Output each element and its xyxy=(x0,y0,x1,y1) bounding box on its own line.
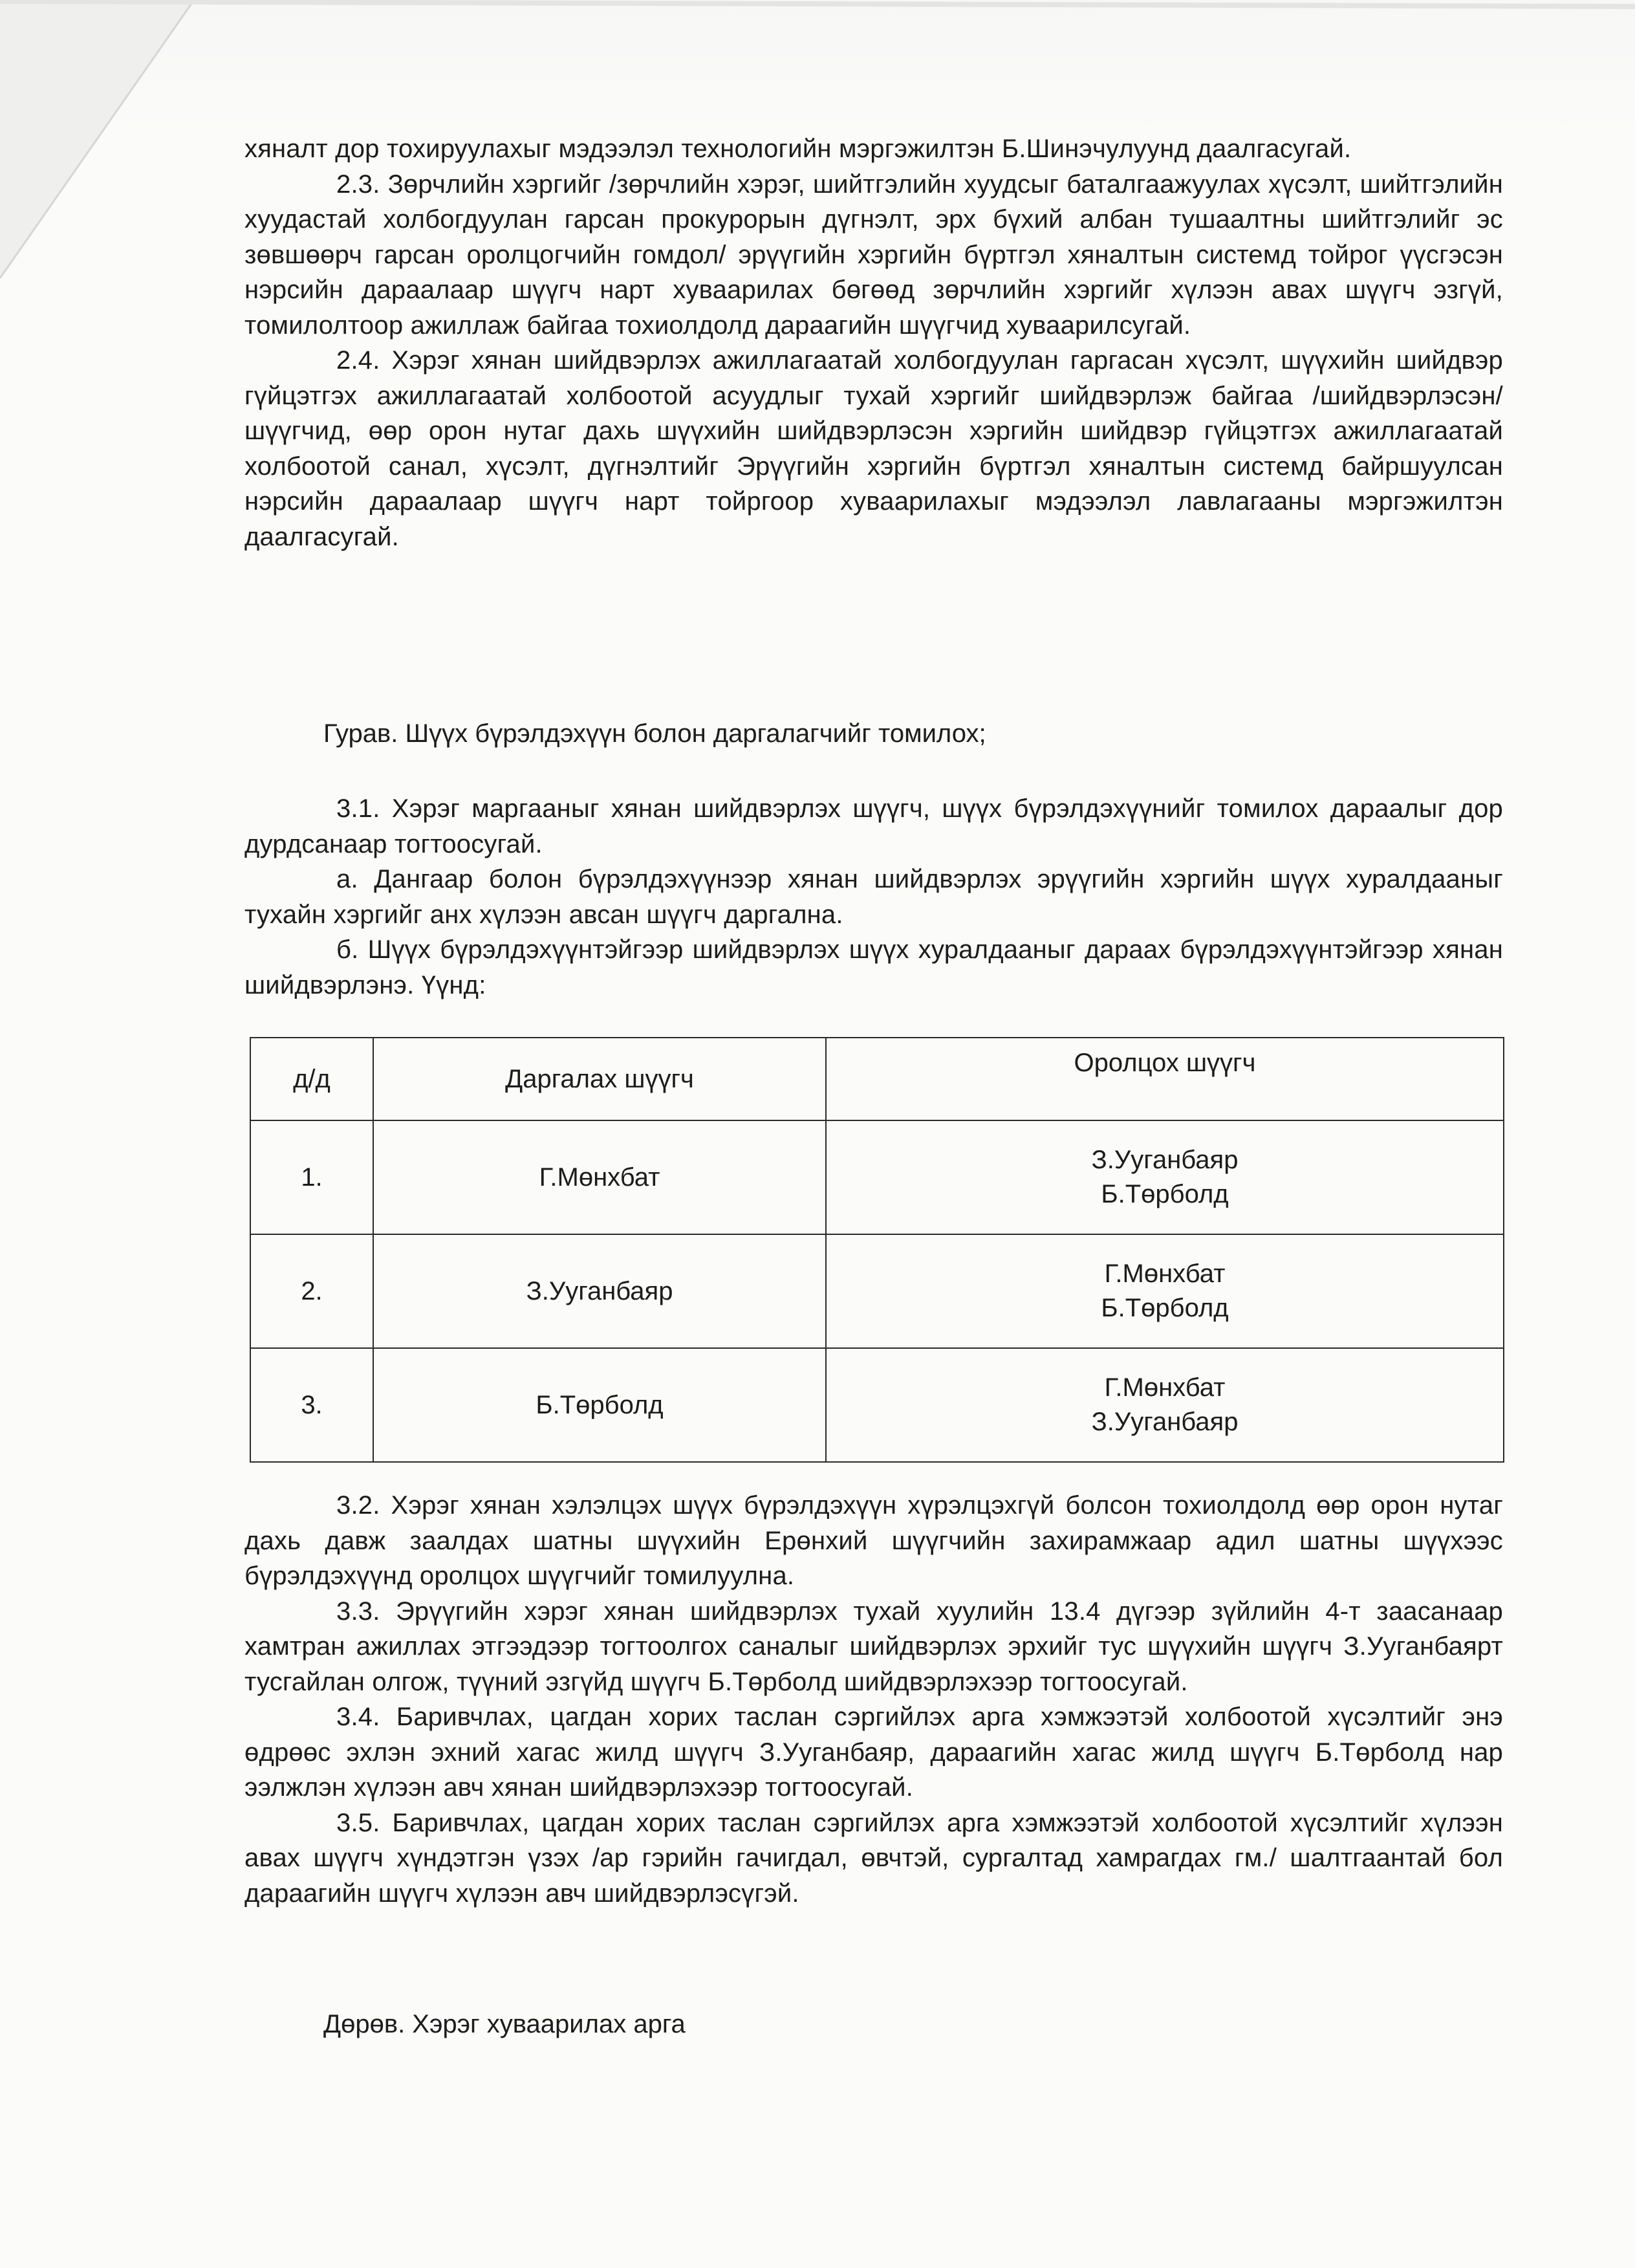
member-judge: Г.Мөнхбат xyxy=(1104,1259,1226,1288)
header-number: д/д xyxy=(250,1038,373,1120)
row-number: 1. xyxy=(250,1120,373,1234)
presiding-judge: Б.Төрболд xyxy=(373,1348,826,1462)
header-participating-judges: Оролцох шүүгч xyxy=(826,1038,1504,1120)
paragraph-2-2-end: хяналт дор тохируулахыг мэдээлэл технологийн мэргэжилтэн Б.Шинэчулуунд даалгасугай. xyxy=(244,135,1352,163)
paragraph-3-5: 3.5. Баривчлах, цагдан хорих таслан сэргийлэх арга хэмжээтэй холбоотой хүсэлтийг хүлээн авах шүүгч хүндэтгэн үзэх /ар гэрийн гачигдал, өвчтэй, сургалтад хамрагдах гм./ шалтгаантай бол дараагийн шүүгч хүлээн авч шийдвэрлэсүгэй. xyxy=(244,1808,1503,1908)
table-row xyxy=(250,1120,1504,1234)
member-judge: З.Ууганбаяр xyxy=(1091,1408,1239,1436)
paragraph-3-1: 3.1. Хэрэг маргааныг хянан шийдвэрлэх шүүгч, шүүх бүрэлдэхүүнийг томилох дараалыг дор дурдсанаар тогтоосугай. xyxy=(244,794,1503,858)
header-presiding-judge: Даргалах шүүгч xyxy=(373,1038,826,1120)
participating-judges xyxy=(826,1234,1504,1348)
member-judge: З.Ууганбаяр xyxy=(1091,1146,1239,1174)
paragraph-3-2: 3.2. Хэрэг хянан хэлэлцэх шүүх бүрэлдэхүүн хүрэлцэхгүй болсон тохиолдолд өөр орон нутаг дахь давж заалдах шатны шүүхийн Ерөнхий шүүгчийн захирамжаар адил шатны шүүхээс бүрэлдэхүүнд оролцох шүүгчийг томилуулна. xyxy=(244,1491,1503,1590)
top-paragraphs xyxy=(244,131,1503,554)
member-judge: Б.Төрболд xyxy=(1101,1294,1229,1322)
judges-panel-table xyxy=(250,1037,1504,1463)
row-number: 2. xyxy=(250,1234,373,1348)
table-header-row xyxy=(250,1038,1504,1120)
row-number: 3. xyxy=(250,1348,373,1462)
section-4-heading: Дөрөв. Хэрэг хуваарилах арга xyxy=(323,2010,686,2038)
member-judge: Г.Мөнхбат xyxy=(1104,1373,1226,1402)
participating-judges xyxy=(826,1348,1504,1462)
mid-paragraphs xyxy=(244,791,1503,1003)
paragraph-3-3: 3.3. Эрүүгийн хэрэг хянан шийдвэрлэх тухай хуулийн 13.4 дүгээр зүйлийн 4-т заасанаар хамтран ажиллах этгээдээр тогтоолгох саналыг шийдвэрлэх эрхийг тус шүүхийн шүүгч З.Ууганбаярт тусгайлан олгож, түүний эзгүйд шүүгч Б.Төрболд шийдвэрлэхээр тогтоосугай. xyxy=(244,1597,1503,1696)
table-row xyxy=(250,1348,1504,1462)
participating-judges xyxy=(826,1120,1504,1234)
paragraph-3-4: 3.4. Баривчлах, цагдан хорих таслан сэргийлэх арга хэмжээтэй холбоотой хүсэлтийг энэ өдрөөс эхлэн эхний хагас жилд шүүгч З.Ууганбаяр, дараагийн хагас жилд шүүгч Б.Төрболд нар ээлжлэн хүлээн авч хянан шийдвэрлэхээр тогтоосугай. xyxy=(244,1703,1503,1802)
paragraph-2-3: 2.3. Зөрчлийн хэргийг /зөрчлийн хэрэг, шийтгэлийн хуудсыг баталгаажуулах хүсэлт, шийтгэлийн хуудастай холбогдуулан гарсан прокурорын дүгнэлт, эрх бүхий албан тушаалтны шийтгэлийг эс зөвшөөрч гарсан оролцогчийн гомдол/ эрүүгийн хэргийн бүртгэл хяналтын системд тойрог үүсгэсэн нэрсийн дараалаар шүүгч нарт хуваарилах бөгөөд зөрчлийн хэргийг хүлээн авах шүүгч эзгүй, томилолтоор ажиллаж байгаа тохиолдолд дараагийн шүүгчид хуваарилсугай. xyxy=(244,169,1503,340)
member-judge: Б.Төрболд xyxy=(1101,1180,1229,1208)
bottom-paragraphs xyxy=(244,1488,1503,1911)
paragraph-2-4: 2.4. Хэрэг хянан шийдвэрлэх ажиллагаатай холбогдуулан гаргасан хүсэлт, шүүхийн шийдвэр гүйцэтгэх ажиллагаатай холбоотой асуудлыг тухай хэргийг шийдвэрлэж байгаа /шийдвэрлэсэн/ шүүгчид, өөр орон нутаг дахь шүүхийн шийдвэрлэсэн хэргийн шийдвэр гүйцэтгэх ажиллагаатай холбоотой санал, хүсэлт, дүгнэлтийг Эрүүгийн хэргийн бүртгэл хяналтын системд байршуулсан нэрсийн дараалаар шүүгч нарт тойргоор хуваарилахыг мэдээлэл лавлагааны мэргэжилтэн даалгасугай. xyxy=(244,346,1503,551)
section-3-heading: Гурав. Шүүх бүрэлдэхүүн болон даргалагчийг томилох; xyxy=(323,719,986,748)
paragraph-3-1-b: б. Шүүх бүрэлдэхүүнтэйгээр шийдвэрлэх шүүх хуралдааныг дараах бүрэлдэхүүнтэйгээр хянан шийдвэрлэнэ. Үүнд: xyxy=(244,935,1503,999)
table-row xyxy=(250,1234,1504,1348)
paragraph-3-1-a: а. Дангаар болон бүрэлдэхүүнээр хянан шийдвэрлэх эрүүгийн хэргийн шүүх хуралдааныг тухайн хэргийг анх хүлээн авсан шүүгч даргална. xyxy=(244,865,1503,929)
presiding-judge: Г.Мөнхбат xyxy=(373,1120,826,1234)
presiding-judge: З.Ууганбаяр xyxy=(373,1234,826,1348)
